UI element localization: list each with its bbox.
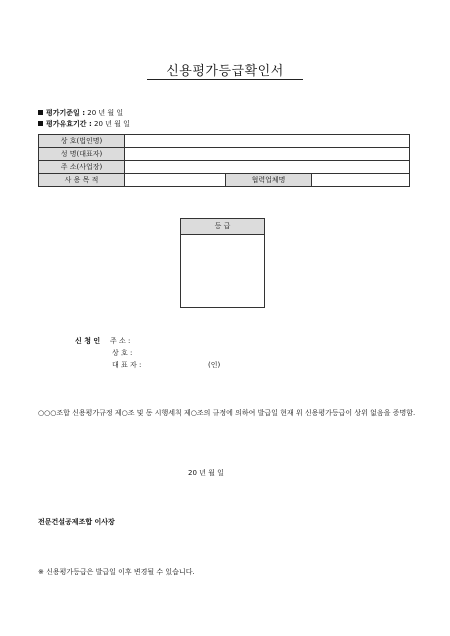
applicant-representative-label: 대 표 자 :	[112, 361, 142, 369]
partner-label: 협력업체명	[226, 174, 312, 187]
purpose-label: 사 용 목 적	[39, 174, 125, 187]
partner-field[interactable]	[312, 174, 410, 187]
table-row	[39, 161, 410, 174]
address-field[interactable]	[125, 161, 410, 174]
address-label: 주 소(사업장)	[39, 161, 125, 174]
table-row	[39, 148, 410, 161]
applicant-heading: 신 청 인	[75, 337, 101, 345]
document-title: 신용평가등급확인서	[166, 64, 284, 79]
grade-box	[180, 218, 265, 308]
issuer-name: 전문건설공제조합 이사장	[38, 518, 115, 526]
applicant-info-table	[38, 134, 410, 187]
issue-date: 20 년 월 일	[188, 469, 224, 477]
meta-valid-period	[38, 119, 130, 129]
purpose-field[interactable]	[125, 174, 226, 187]
meta-valid-period-value: 20 년 월 일	[94, 120, 130, 128]
statement-paragraph: ○○○조합 신용평가규정 제○조 및 동 시행세칙 제○조의 규정에 의하여 발급일 현재 위 신용평가등급이 상위 없음을 증명함.	[38, 409, 416, 417]
seal-mark: (인)	[208, 361, 221, 369]
applicant-address-label: 주 소 :	[110, 337, 131, 345]
footnote: ※ 신용평가등급은 발급일 이후 변경될 수 있습니다.	[38, 568, 195, 576]
representative-label: 성 명(대표자)	[39, 148, 125, 161]
company-name-label: 상 호(법인명)	[39, 135, 125, 148]
applicant-company-label: 상 호 :	[112, 349, 133, 357]
meta-eval-date-value: 20 년 월 일	[87, 109, 124, 117]
table-row	[39, 174, 410, 187]
meta-eval-date-label: 평가기준일 :	[46, 109, 86, 117]
title-underline	[147, 79, 303, 80]
table-row	[39, 135, 410, 148]
representative-field[interactable]	[125, 148, 410, 161]
meta-valid-period-label: 평가유효기간 :	[46, 120, 92, 128]
square-bullet-icon	[38, 110, 43, 115]
grade-header: 등 급	[181, 219, 264, 235]
square-bullet-icon	[38, 121, 43, 126]
company-name-field[interactable]	[125, 135, 410, 148]
meta-eval-date	[38, 108, 123, 118]
